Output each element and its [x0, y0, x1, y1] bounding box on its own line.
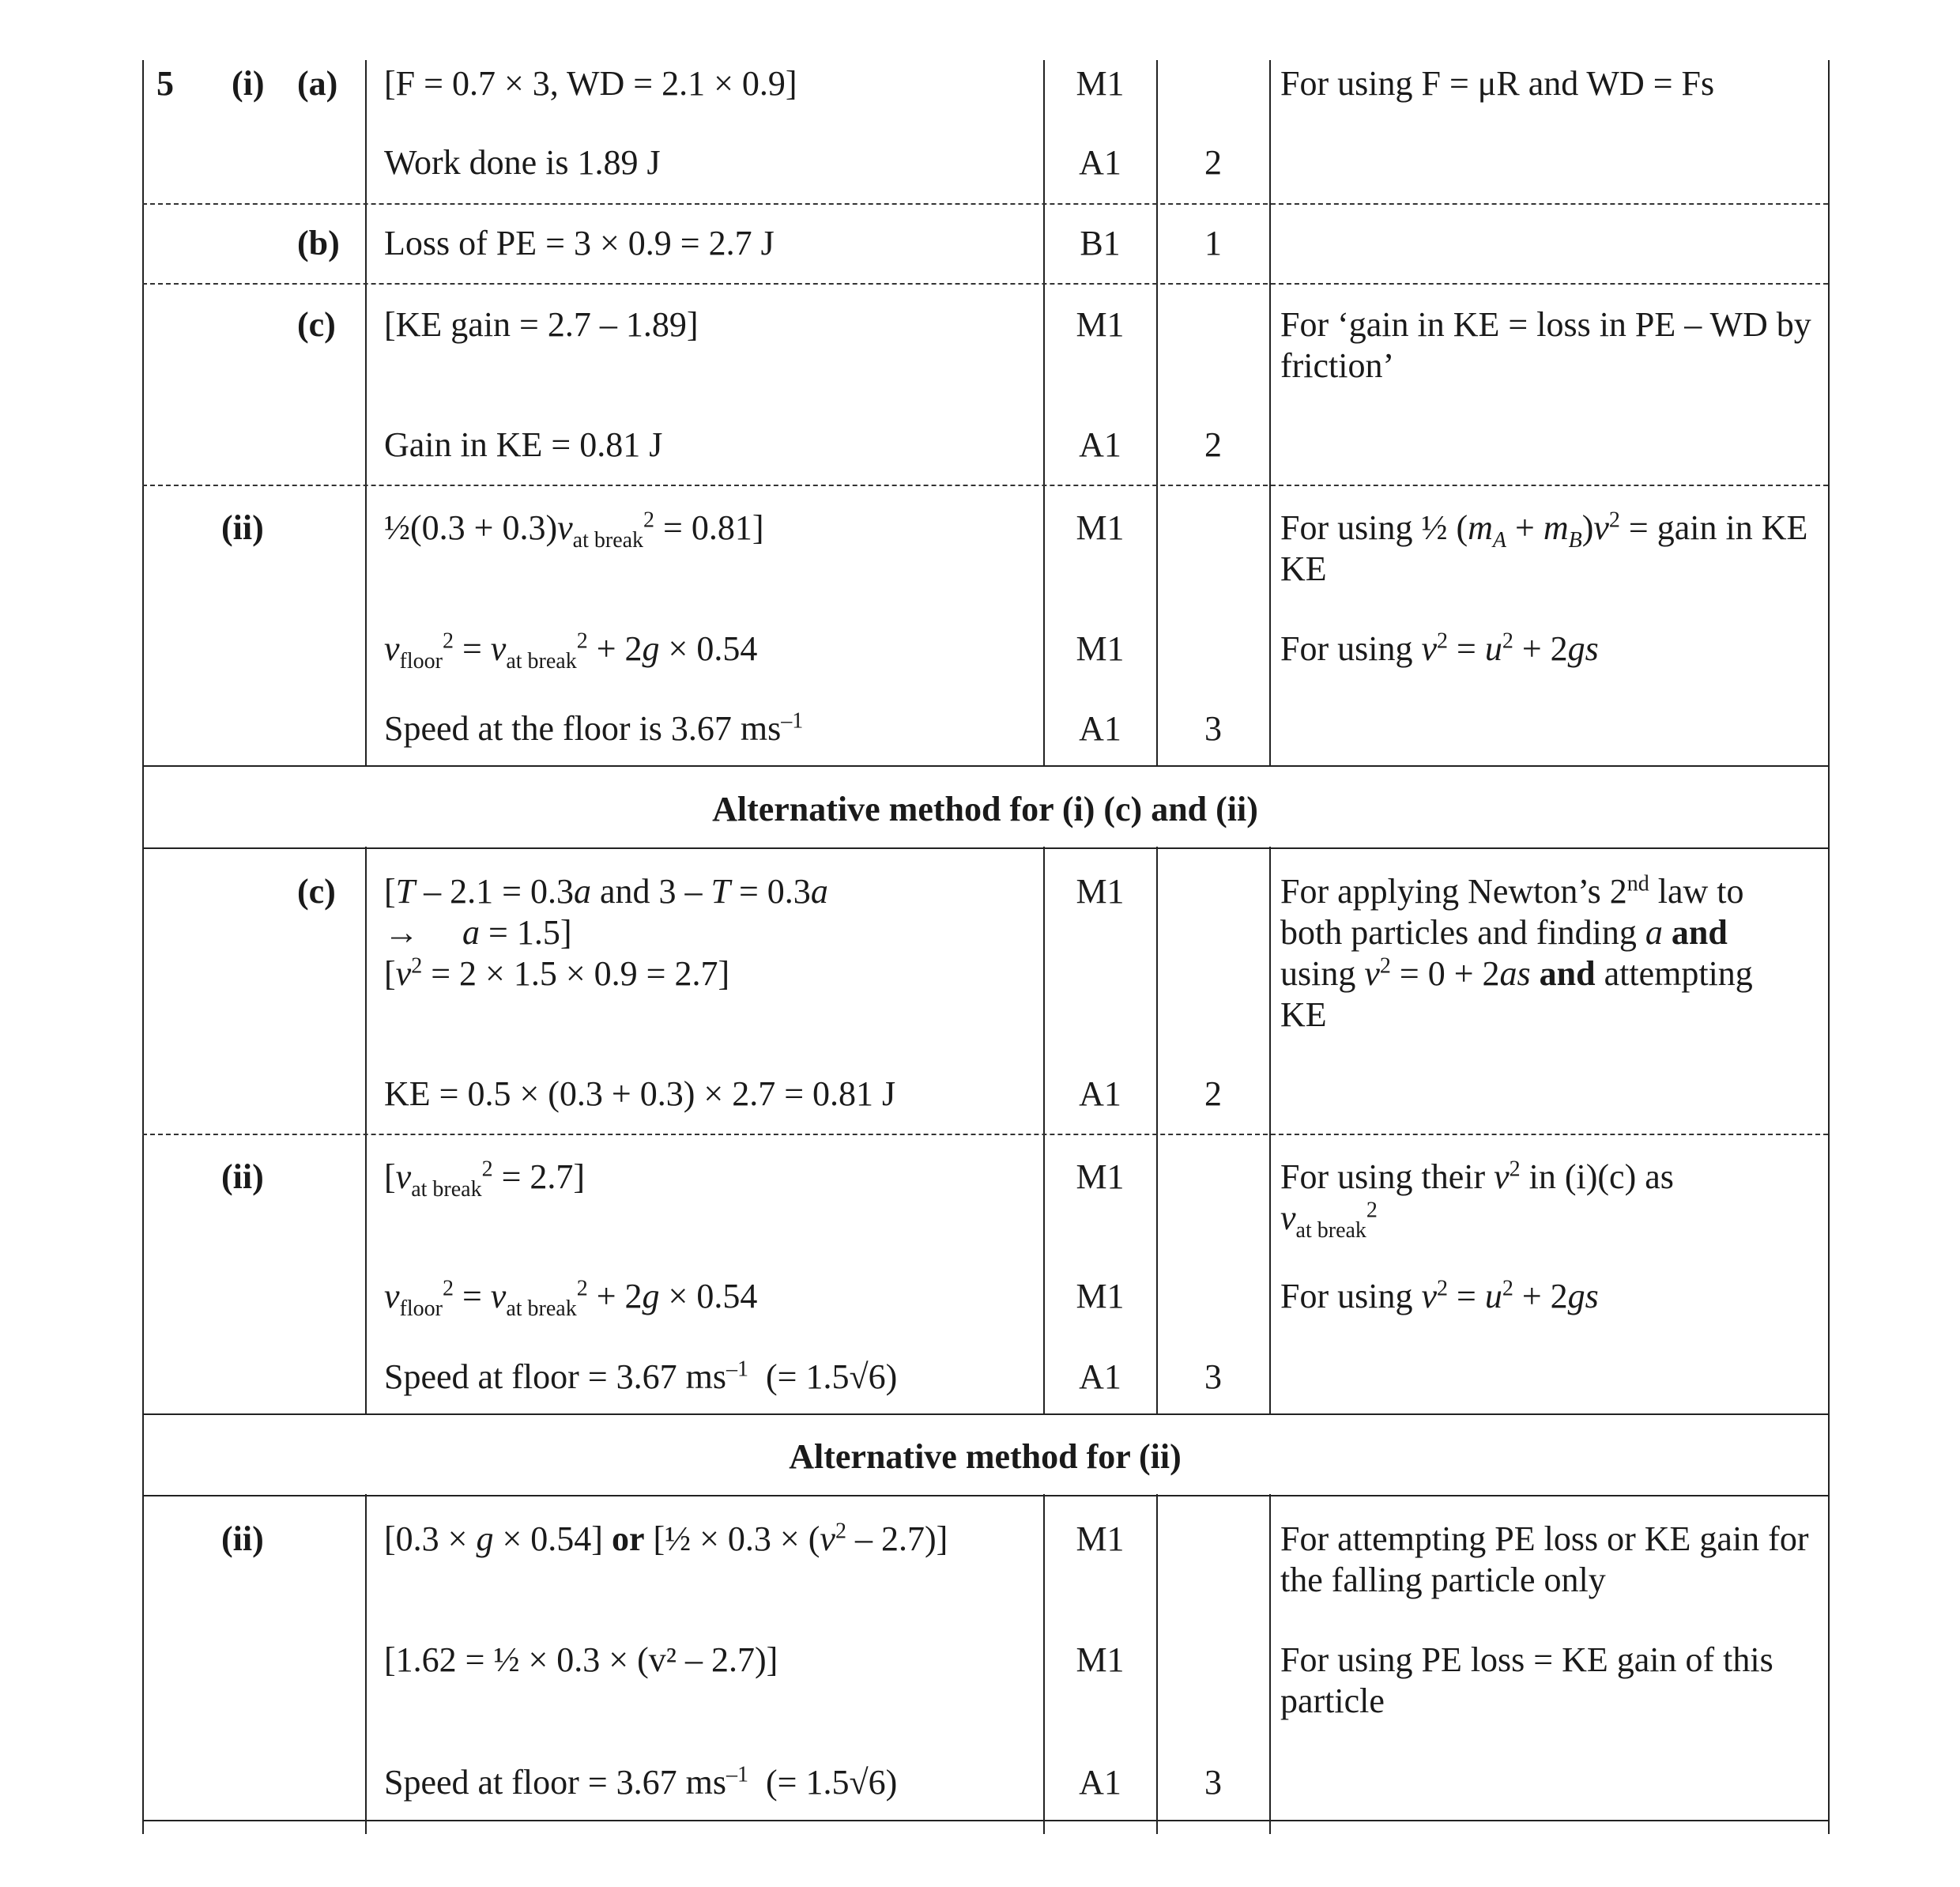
working-a2: Work done is 1.89 J: [384, 143, 661, 182]
row-separator: [142, 203, 1828, 205]
part-label-i: (i): [232, 64, 265, 103]
alt1-total-ii: 3: [1204, 1357, 1222, 1396]
table-border-left: [142, 60, 144, 1834]
working-ii2: $v_{floor}^2 = v_{at break}^2 + 2g \times 0.54$: [384, 628, 758, 674]
mark-c1: M1: [1076, 305, 1125, 344]
working-c2: Gain in KE = 0.81 J: [384, 425, 663, 464]
alt2-note-ii2: For using PE loss = KE gain of this particle: [1280, 1640, 1773, 1720]
column-divider: [1156, 60, 1158, 1834]
mark-ii3: A1: [1079, 709, 1121, 748]
alt1-working-c1-line3: $[v^2 = 2 \times 1.5 \times 0.9 = 2.7]$: [384, 953, 730, 993]
mark-ii2: M1: [1076, 629, 1125, 668]
alt2-working-ii2: [1.62 = ½ × 0.3 × (v² – 2.7)]: [384, 1640, 778, 1679]
working-ii3: Speed at the floor is 3.67 $ms^{-1}$: [384, 708, 804, 748]
alt1-mark-ii2: M1: [1076, 1277, 1125, 1315]
alt2-part-label-ii: (ii): [221, 1519, 264, 1558]
alt-heading-1: Alternative method for (i) (c) and (ii): [712, 790, 1258, 828]
section-separator: [142, 847, 1828, 849]
alt2-working-ii1: [0.3 × g × 0.54] or [½ × $0.3 \times (v^2 - 2.7)$]: [384, 1519, 948, 1558]
note-ii1: For using ½ $(m_A + m_B)v^2$ = gain in KE: [1280, 508, 1808, 553]
total-ii: 3: [1204, 709, 1222, 748]
alt1-mark-ii1: M1: [1076, 1157, 1125, 1196]
section-separator: [142, 1495, 1828, 1496]
mark-a2: A1: [1079, 143, 1121, 182]
alt2-mark-ii1: M1: [1076, 1519, 1125, 1558]
column-divider: [1269, 60, 1271, 1834]
row-separator: [142, 283, 1828, 285]
alt1-note-ii1-cont: $v_{at break}^2$: [1280, 1198, 1378, 1243]
alt1-note-c1-line1: For applying Newton’s 2nd law to: [1280, 871, 1744, 911]
note-ii2: For using $v^2 = u^2 + 2gs$: [1280, 628, 1599, 668]
working-b1: Loss of PE = 3 × 0.9 = 2.7 J: [384, 224, 775, 262]
alt1-mark-c1: M1: [1076, 872, 1125, 911]
note-c1: For ‘gain in KE = loss in PE – WD by friction’: [1280, 305, 1811, 385]
alt1-working-c1-line1: [T – 2.1 = 0.3a and 3 – T = 0.3a: [384, 872, 828, 911]
row-separator: [142, 1134, 1828, 1135]
working-a1: [F = 0.7 × 3, WD = 2.1 × 0.9]: [384, 64, 797, 103]
alt1-working-c2: KE = 0.5 × (0.3 + 0.3) × 2.7 = 0.81 J: [384, 1074, 896, 1113]
total-c: 2: [1204, 425, 1222, 464]
working-ii1: ½(0.3 + $0.3)v_{at break}^2 = 0.81$]: [384, 508, 764, 553]
alt1-note-c1-line3: using $v^2 = 0 + 2as$ and attempting: [1280, 953, 1753, 993]
alt1-working-ii1: $[v_{at break}^2 = 2.7]$: [384, 1157, 586, 1202]
alt1-part-label-c: (c): [297, 872, 336, 911]
part-label-b: (b): [297, 224, 340, 262]
alt1-working-ii3: Speed at floor = 3.67 $ms^{-1}$ (= 1.5√6): [384, 1357, 898, 1396]
note-ii1-cont: KE: [1280, 549, 1327, 588]
total-a: 2: [1204, 143, 1222, 182]
column-divider: [365, 60, 367, 1834]
alt1-note-ii2: For using $v^2 = u^2 + 2gs$: [1280, 1276, 1599, 1315]
note-a1: For using F = μR and WD = Fs: [1280, 64, 1715, 103]
alt1-note-ii1: For using their $v^2$ in (i)(c) as: [1280, 1157, 1674, 1196]
alt1-part-label-ii: (ii): [221, 1157, 264, 1196]
mark-ii1: M1: [1076, 508, 1125, 547]
alt1-working-ii2: $v_{floor}^2 = v_{at break}^2 + 2g \times 0.54$: [384, 1276, 758, 1321]
alt2-total-ii: 3: [1204, 1763, 1222, 1802]
part-label-a: (a): [297, 64, 338, 103]
part-label-ii: (ii): [221, 508, 264, 547]
mark-c2: A1: [1079, 425, 1121, 464]
mark-b1: B1: [1080, 224, 1121, 262]
alt2-mark-ii2: M1: [1076, 1640, 1125, 1679]
alt1-working-c1-line2: → a = 1.5]: [384, 913, 572, 952]
alt2-mark-ii3: A1: [1079, 1763, 1121, 1802]
alt1-note-c1-line2: both particles and finding a and: [1280, 913, 1728, 952]
mark-a1: M1: [1076, 64, 1125, 103]
alt1-mark-c2: A1: [1079, 1074, 1121, 1113]
row-separator: [142, 485, 1828, 486]
working-c1: [KE gain = 2.7 – 1.89]: [384, 305, 699, 344]
total-b: 1: [1204, 224, 1222, 262]
question-number: 5: [156, 64, 174, 103]
alt2-working-ii3: Speed at floor = 3.67 $ms^{-1}$ (= 1.5√6): [384, 1762, 898, 1802]
alt2-note-ii1: For attempting PE loss or KE gain for the falling particle only: [1280, 1519, 1809, 1599]
alt1-total-c: 2: [1204, 1074, 1222, 1113]
alt-heading-2: Alternative method for (ii): [789, 1437, 1182, 1476]
section-separator: [142, 1820, 1828, 1821]
alt1-mark-ii3: A1: [1079, 1357, 1121, 1396]
alt1-note-c1-line4: KE: [1280, 995, 1327, 1034]
part-label-c: (c): [297, 305, 336, 344]
